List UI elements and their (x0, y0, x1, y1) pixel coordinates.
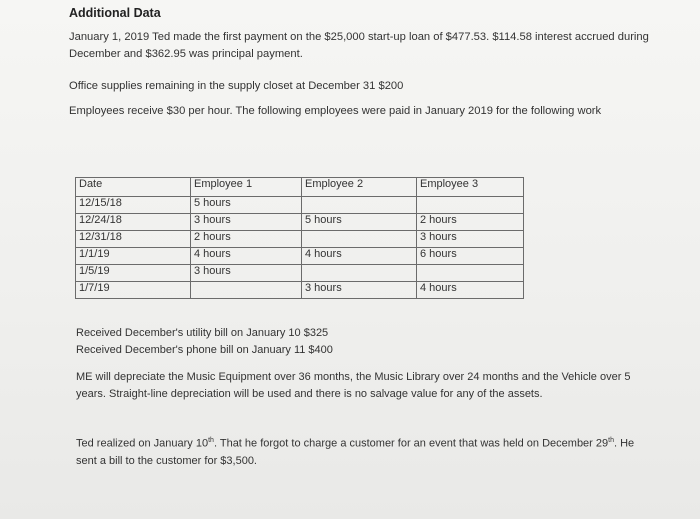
unbilled-event-text (76, 432, 646, 470)
date-cell: 12/31/18 (76, 231, 191, 248)
utility-bill-text: Received December's utility bill on January 10 $325 (76, 327, 329, 339)
employee1-cell: 5 hours (191, 197, 302, 214)
header-date: Date (76, 178, 191, 197)
table-row (76, 214, 524, 231)
date-cell: 1/5/19 (76, 265, 191, 282)
employee3-cell: 2 hours (417, 214, 524, 231)
table-row (76, 248, 524, 265)
date-cell: 12/15/18 (76, 197, 191, 214)
ordinal-suffix: th (608, 437, 614, 444)
phone-bill-text: Received December's phone bill on January 11 $400 (76, 344, 333, 356)
employee-pay-text: Employees receive $30 per hour. The following employees were paid in January 2019 for the following work (69, 105, 602, 117)
table-row (76, 197, 524, 214)
table-row (76, 231, 524, 248)
date-cell: 12/24/18 (76, 214, 191, 231)
employee1-cell: 3 hours (191, 214, 302, 231)
employee1-cell: 4 hours (191, 248, 302, 265)
ted-text-part3: . He sent a bill to the customer for $3,500. (76, 437, 635, 467)
table-row (76, 265, 524, 282)
employee3-cell: 6 hours (417, 248, 524, 265)
employee2-cell (302, 197, 417, 214)
employee1-cell (191, 282, 302, 299)
header-employee-1: Employee 1 (191, 178, 302, 197)
employee2-cell (302, 231, 417, 248)
office-supplies-text: Office supplies remaining in the supply closet at December 31 $200 (69, 80, 404, 92)
depreciation-text: ME will depreciate the Music Equipment over 36 months, the Music Library over 24 months and the Vehicle over 5 years. Straight-line depreciation will be used and there is no salvage value for any of the assets. (76, 371, 631, 400)
date-cell: 1/1/19 (76, 248, 191, 265)
employee2-cell: 4 hours (302, 248, 417, 265)
employee3-cell: 4 hours (417, 282, 524, 299)
employee2-cell: 5 hours (302, 214, 417, 231)
employee1-cell: 3 hours (191, 265, 302, 282)
loan-payment-text: January 1, 2019 Ted made the first payment on the $25,000 start-up loan of $477.53. $114.58 interest accrued during December and $362.95 was principal payment. (69, 31, 649, 60)
employee2-cell: 3 hours (302, 282, 417, 299)
header-employee-3: Employee 3 (417, 178, 524, 197)
employee-hours-table (75, 177, 524, 299)
date-cell: 1/7/19 (76, 282, 191, 299)
employee3-cell: 3 hours (417, 231, 524, 248)
employee1-cell: 2 hours (191, 231, 302, 248)
employee3-cell (417, 197, 524, 214)
employee2-cell (302, 265, 417, 282)
ted-text-part2: . That he forgot to charge a customer for an event that was held on December 29 (213, 437, 609, 450)
employee3-cell (417, 265, 524, 282)
table-header-row (76, 178, 524, 197)
ted-text-part1: Ted realized on January 10 (76, 437, 209, 450)
table-row (76, 282, 524, 299)
header-employee-2: Employee 2 (302, 178, 417, 197)
ordinal-suffix: th (208, 437, 214, 444)
page-heading: Additional Data (69, 6, 161, 20)
